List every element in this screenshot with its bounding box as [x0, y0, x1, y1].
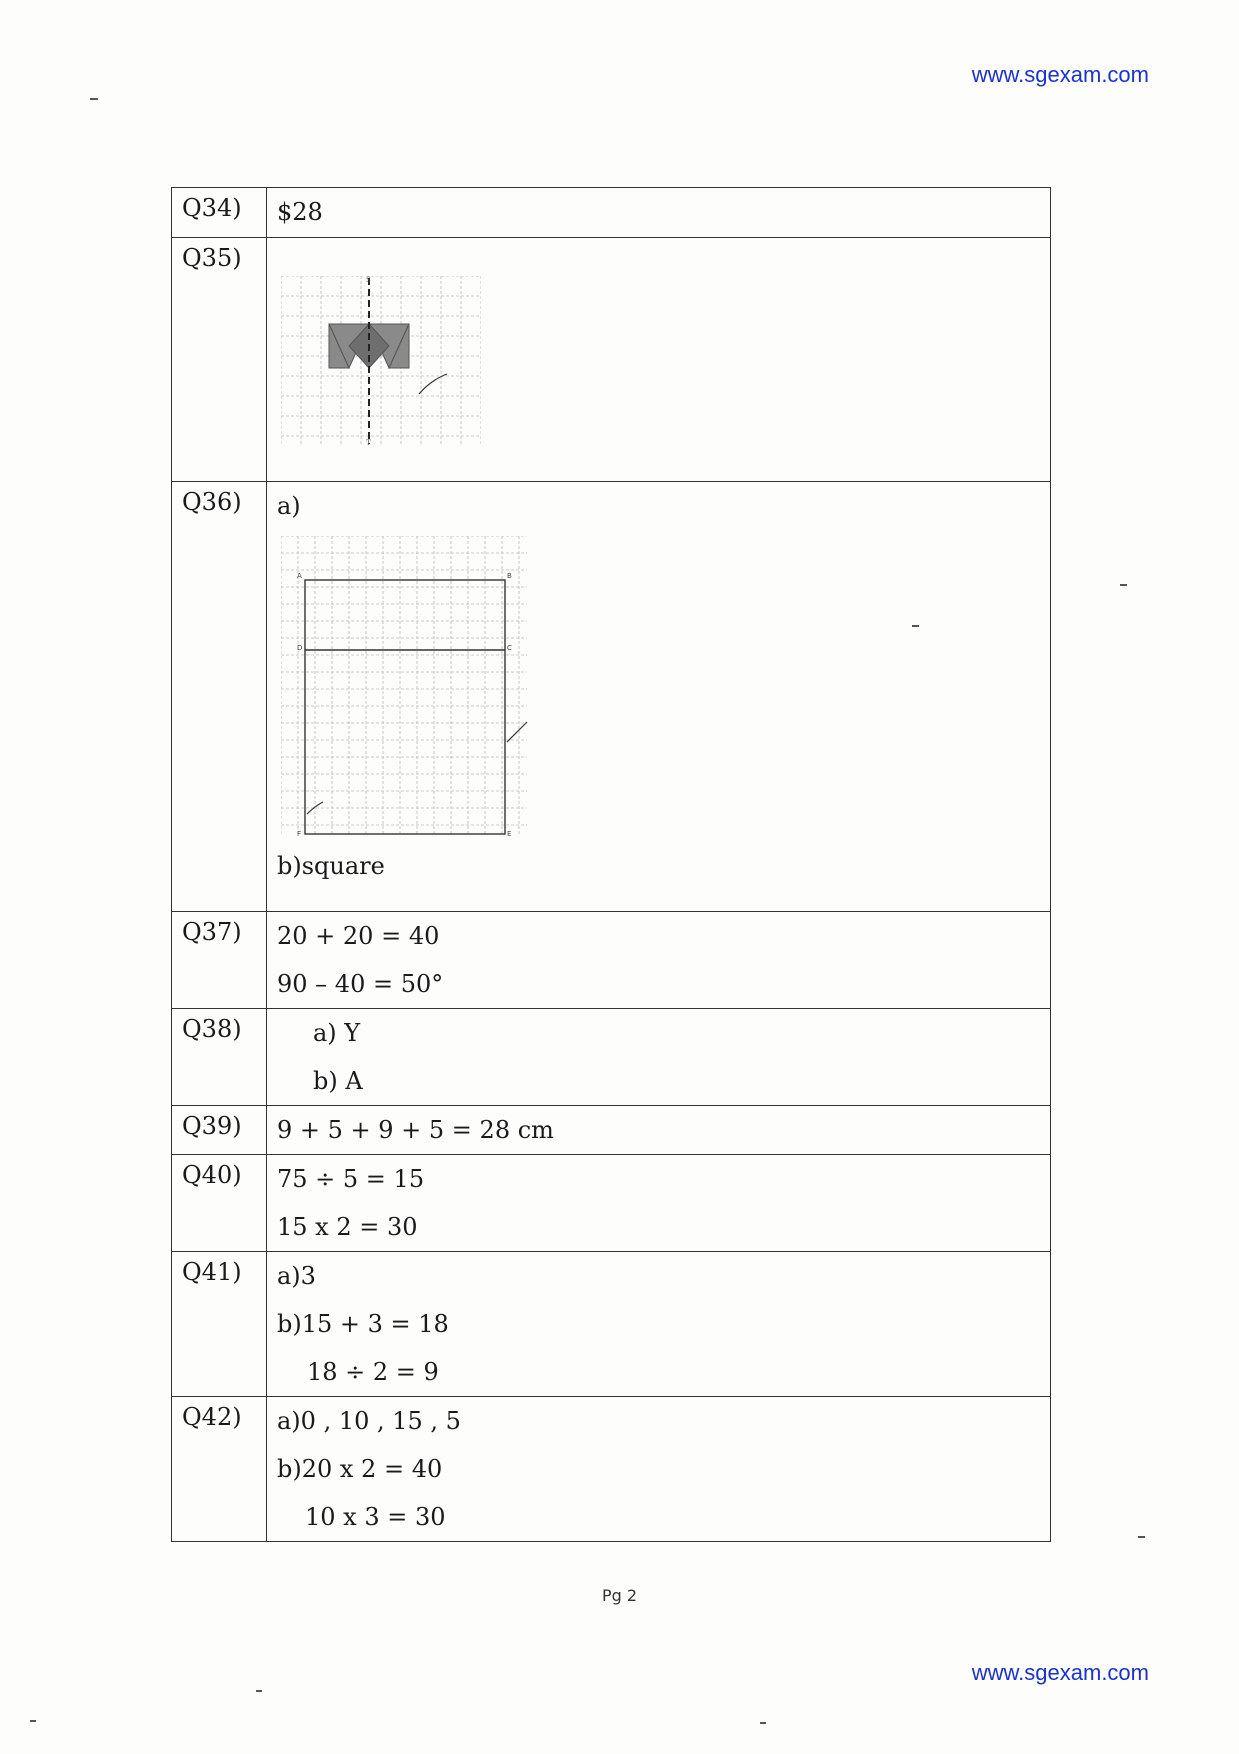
answer-line: b)20 x 2 = 40: [277, 1455, 443, 1483]
point-a: A: [297, 572, 302, 580]
row-q41: [172, 1252, 1051, 1397]
question-label: Q37): [172, 912, 267, 1009]
question-label: Q42): [172, 1397, 267, 1542]
answer-cell: [267, 912, 1051, 1009]
answer-cell: [267, 1397, 1051, 1542]
scan-speck: [1120, 584, 1127, 586]
scan-speck: [760, 1722, 766, 1724]
drawn-rectangle: [305, 580, 505, 834]
grid-label-s: S: [366, 276, 371, 284]
answer-cell: [267, 1009, 1051, 1106]
answer-line: $28: [277, 198, 323, 226]
point-d: D: [297, 644, 303, 652]
answer-line: 20 + 20 = 40: [277, 922, 440, 950]
answer-line: 75 ÷ 5 = 15: [277, 1165, 425, 1193]
question-label: Q38): [172, 1009, 267, 1106]
scan-speck: [256, 1690, 262, 1692]
answer-line: 15 x 2 = 30: [277, 1213, 418, 1241]
point-e: E: [507, 830, 512, 838]
scan-speck: [90, 98, 98, 100]
question-label: Q35): [172, 238, 267, 482]
row-q37: [172, 912, 1051, 1009]
part-b-answer: b)square: [277, 852, 385, 880]
question-label: Q36): [172, 482, 267, 912]
answer-cell: [267, 1252, 1051, 1397]
answer-line: 10 x 3 = 30: [305, 1503, 446, 1531]
row-q38: [172, 1009, 1051, 1106]
scan-speck: [1138, 1536, 1145, 1538]
row-q40: [172, 1155, 1051, 1252]
watermark-top: www.sgexam.com: [971, 62, 1149, 87]
answer-line: 18 ÷ 2 = 9: [307, 1358, 439, 1386]
watermark-bottom: www.sgexam.com: [971, 1660, 1149, 1685]
part-a-label: a): [277, 492, 301, 520]
point-c: C: [507, 644, 512, 652]
row-q39: [172, 1106, 1051, 1155]
answer-table: [171, 187, 1051, 1542]
row-q35: [172, 238, 1051, 482]
row-q34: [172, 188, 1051, 238]
answer-line: b) A: [313, 1067, 363, 1095]
grid-label-t: T: [366, 439, 371, 446]
row-q36: [172, 482, 1051, 912]
scan-speck: [912, 625, 919, 627]
point-f: F: [297, 830, 302, 838]
rectangle-grid-figure: [281, 536, 531, 838]
point-b: B: [507, 572, 512, 580]
answer-line: a) Y: [313, 1019, 361, 1047]
grid-lines: [281, 536, 527, 836]
answer-line: 9 + 5 + 9 + 5 = 28 cm: [277, 1116, 554, 1144]
question-label: Q41): [172, 1252, 267, 1397]
answer-line: 90 – 40 = 50°: [277, 970, 444, 998]
answer-cell: [267, 482, 1051, 912]
scan-speck: [30, 1720, 36, 1722]
page-number: Pg 2: [601, 1586, 638, 1605]
answer-cell: [267, 238, 1051, 482]
grid-lines: [281, 276, 481, 446]
question-label: Q39): [172, 1106, 267, 1155]
answer-cell: [267, 1155, 1051, 1252]
question-label: Q34): [172, 188, 267, 238]
question-label: Q40): [172, 1155, 267, 1252]
answer-line: b)15 + 3 = 18: [277, 1310, 449, 1338]
tick-mark: [419, 374, 447, 394]
row-q42: [172, 1397, 1051, 1542]
answer-line: a)0 , 10 , 15 , 5: [277, 1407, 461, 1435]
answer-line: a)3: [277, 1262, 316, 1290]
symmetric-figure-grid: [281, 276, 481, 446]
answer-cell: [267, 188, 1051, 238]
answer-cell: [267, 1106, 1051, 1155]
tick-mark: [507, 722, 527, 742]
